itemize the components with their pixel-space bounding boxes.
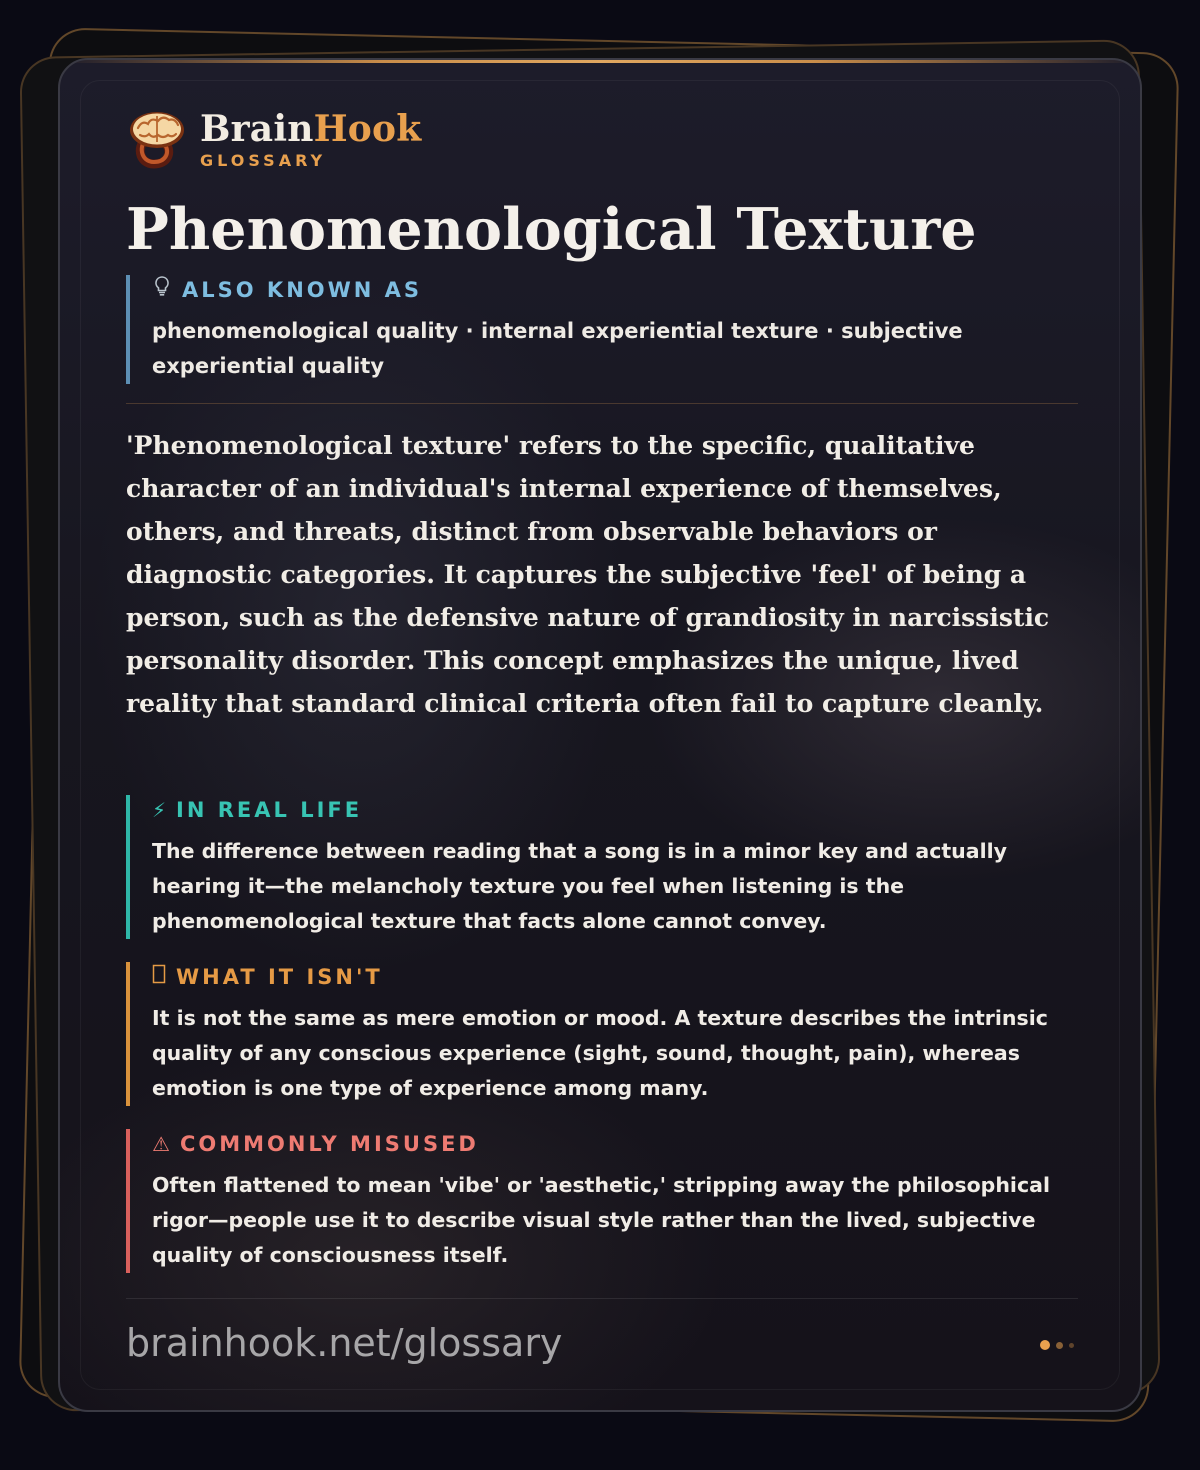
commonly-misused-section — [126, 1129, 1078, 1273]
also-known-as-heading — [152, 275, 1078, 305]
in-real-life-text: The difference between reading that a song is in a minor key and actually hearing it—the melancholy texture you feel when listening is the phenomenological texture that facts alone cannot convey. — [152, 839, 1008, 933]
divider — [126, 1298, 1078, 1299]
footer-url-link[interactable]: brainhook.net/glossary — [126, 1321, 563, 1365]
pagination-dots — [1034, 1340, 1074, 1350]
in-real-life-label: IN REAL LIFE — [176, 798, 363, 822]
in-real-life-section — [126, 795, 1078, 939]
dot-active — [1040, 1340, 1050, 1350]
brand-subtitle: GLOSSARY — [200, 150, 327, 170]
also-known-as-label: ALSO KNOWN AS — [182, 278, 423, 302]
also-known-as-text: phenomenological quality · internal experiential texture · subjective experiential quality — [152, 319, 963, 378]
brand-name-brain: Brain — [200, 107, 314, 150]
also-known-as-section — [126, 275, 1078, 384]
glossary-card — [58, 58, 1142, 1412]
what-it-isnt-section — [126, 962, 1078, 1106]
lightbulb-icon — [152, 275, 172, 305]
what-it-isnt-heading — [152, 962, 1078, 992]
what-it-isnt-label: WHAT IT ISN'T — [176, 965, 383, 989]
in-real-life-heading — [152, 795, 1078, 825]
commonly-misused-label: COMMONLY MISUSED — [179, 1132, 479, 1156]
commonly-misused-heading — [152, 1129, 1078, 1159]
brand-name — [200, 109, 421, 149]
brand-name-hook: Hook — [313, 107, 422, 150]
brand[interactable] — [126, 108, 421, 170]
no-entry-icon — [152, 962, 166, 992]
lightning-icon: ⚡ — [152, 798, 167, 822]
warning-icon: ⚠ — [152, 1132, 170, 1156]
definition-text: 'Phenomenological texture' refers to the specific, qualitative character of an individual's internal experience of themselves, others, and threats, distinct from observable behaviors or diagnostic categories. It captures the subjective 'feel' of being a person, such as the defensive nature of grandiosity in narcissistic personality disorder. This concept emphasizes the unique, lived reality that standard clinical criteria often fail to capture cleanly. — [126, 431, 1050, 718]
divider — [126, 403, 1078, 404]
brand-text — [200, 109, 421, 170]
term-title: Phenomenological Texture — [126, 196, 977, 263]
brain-hook-logo-icon — [126, 108, 186, 170]
commonly-misused-text: Often flattened to mean 'vibe' or 'aesthetic,' stripping away the philosophical rigor—people use it to describe visual style rather than the lived, subjective quality of consciousness itself. — [152, 1173, 1050, 1267]
dot — [1069, 1343, 1074, 1348]
what-it-isnt-text: It is not the same as mere emotion or mood. A texture describes the intrinsic quality of any conscious experience (sight, sound, thought, pain), whereas emotion is one type of experience among many. — [152, 1006, 1048, 1100]
dot — [1056, 1342, 1063, 1349]
